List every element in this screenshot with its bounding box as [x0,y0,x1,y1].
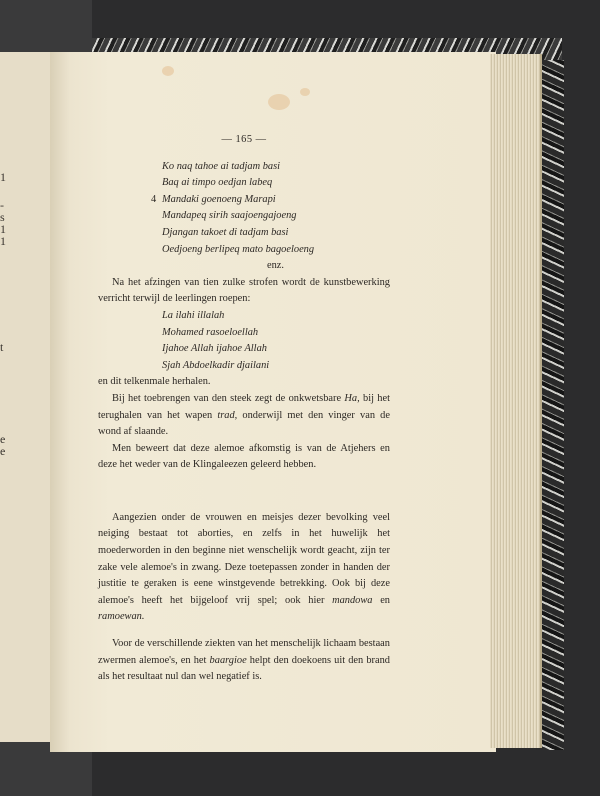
text-run: Aangezien onder de vrouwen en meisjes dezer bevolking veel neiging bestaat tot aborties, en zelfs in het huwelijk het moederworden in den beginne niet wenschelijk wordt geacht, zijn ter zake vele alemoe's in zwang. Deze toetepassen zonder in handen der justitie te geraken is eene winstgevende betrekking. Ook bij deze alemoe's heeft het bijgeloof vrij spel; ook hier [98,511,390,606]
verse-line [162,242,390,259]
italic-term: baargioe [209,654,247,666]
page-number: — 165 — [221,134,267,145]
verse-text: Ko naq tahoe ai tadjam basi [162,160,281,172]
verse-line: La ilahi illalah [162,309,225,321]
left-page-fragment: 1 [0,234,6,248]
page-text [98,132,390,686]
italic-term: mandowa [332,594,373,606]
verse-text: Oedjoeng berlipeq mato bagoeloeng [162,243,315,255]
paragraph-steek [98,391,390,441]
paper-stain [268,94,290,110]
left-page-fragment: s [0,210,5,224]
paragraph-herhalen: en dit telkenmale herhalen. [98,376,211,388]
verse-line: Mohamed rasoeloellah [162,326,259,338]
verse-line [162,175,390,192]
verse-line: Ijahoe Allah ijahoe Allah [162,343,267,355]
left-page-fragment: 1 [0,170,6,184]
left-page-fragment: t [0,340,4,354]
paragraph-ziekten [98,636,390,686]
text-run: Bij het toebrengen van den steek zegt de onkwetsbare [112,392,345,404]
text-run: helpt den doekoens uit den brand als het resultaat nul dan wel negatief is. [98,654,391,683]
left-page-edge [0,52,54,742]
text-run: onderwijl met den vinger van de wond af slaande. [98,409,390,438]
left-page-fragment: e [0,432,6,446]
italic-term: Ha, [344,392,360,404]
verse-line [151,192,390,209]
paper-stain [300,88,310,96]
italic-term: trad, [217,409,238,421]
verse-block-1 [98,159,390,259]
italic-term: ramoewan. [98,611,145,623]
verse-block-2 [98,308,390,374]
paragraph-aborties [98,510,390,626]
verse-text: Mandapeq sirih saajoengajoeng [162,210,297,222]
text-run: en [372,594,390,606]
left-page-fragment: - [0,198,4,212]
verse-line [162,225,390,242]
verse-text: Mandaki goenoeng Marapi [162,193,276,205]
verse-line [162,159,390,176]
verse-line: Sjah Abdoelkadir djailani [162,359,270,371]
verse-line [162,208,390,225]
verse-text: Baq ai timpo oedjan labeq [162,177,273,189]
paper-stain [162,66,174,76]
left-page-fragment: e [0,444,6,458]
left-page-fragment: 1 [0,222,6,236]
verse-line-number: 4 [151,193,157,205]
page-block-edge [490,54,542,748]
text-run: Voor de verschillende ziekten van het menschelijk lichaam bestaan zwermen alemoe's, en het [98,638,390,666]
paragraph-atjehers: Men beweert dat deze alemoe afkomstig is van de Atjehers en deze het weder van de Klingaleezen geleerd hebben. [98,442,390,471]
text-run: bij het terughalen van het wapen [98,392,391,421]
paragraph-afzingen: Na het afzingen van tien zulke strofen wordt de kunstbewerking verricht terwijl de leerlingen roepen: [98,276,390,305]
verse-text: Djangan takoet di tadjam basi [162,226,289,238]
verse-enz: enz. [266,260,284,272]
